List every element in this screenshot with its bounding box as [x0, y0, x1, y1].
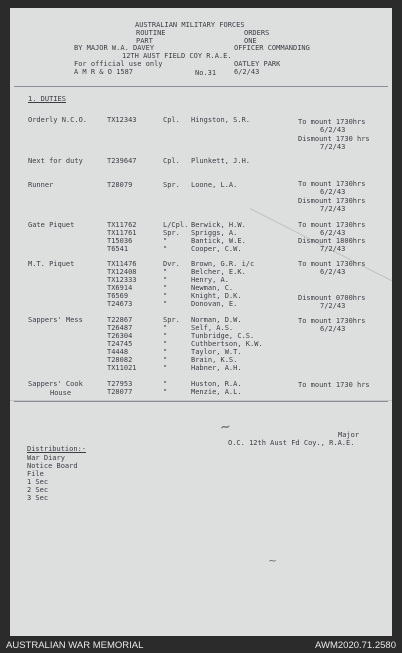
duty-remark: Dismount 1730 hrs	[298, 135, 370, 143]
rank: "	[163, 237, 168, 245]
duty-remark: 7/2/43	[320, 205, 346, 213]
member-name: Plunkett, J.H.	[191, 157, 251, 165]
distribution-item: File	[27, 470, 44, 478]
member-name: Huston, R.A.	[191, 380, 242, 388]
signature-rank: Major	[338, 431, 360, 439]
duty-label: Next for duty	[28, 157, 83, 165]
rank: "	[163, 300, 168, 308]
duty-remark: 6/2/43	[320, 229, 346, 237]
header-by-major: BY MAJOR W.A. DAVEY	[74, 44, 155, 52]
service-number: T22867	[107, 316, 133, 324]
rank: Spr.	[163, 229, 180, 237]
rank: Spr.	[163, 181, 180, 189]
member-name: Self, A.S.	[191, 324, 234, 332]
service-number: T26304	[107, 332, 133, 340]
rank: "	[163, 268, 168, 276]
duty-remark: 6/2/43	[320, 325, 346, 333]
caption-right: AWM2020.71.2580	[315, 640, 396, 651]
rank: "	[163, 245, 168, 253]
header-one: ONE	[244, 37, 257, 45]
rank: Cpl.	[163, 157, 180, 165]
header-officer: OFFICER COMMANDING	[234, 44, 310, 52]
rank: "	[163, 292, 168, 300]
header-official: For official use only	[74, 60, 163, 68]
rank: Spr.	[163, 316, 180, 324]
rank: "	[163, 324, 168, 332]
member-name: Brown, G.R. i/c	[191, 260, 255, 268]
duty-remark: 7/2/43	[320, 302, 346, 310]
member-name: Cuthbertson, K.W.	[191, 340, 263, 348]
header-park: OATLEY PARK	[234, 60, 281, 68]
member-name: Knight, D.K.	[191, 292, 242, 300]
service-number: TX11762	[107, 221, 137, 229]
member-name: Belcher, E.K.	[191, 268, 246, 276]
header-routine: ROUTINE	[136, 29, 166, 37]
member-name: Loone, L.A.	[191, 181, 238, 189]
duty-remark: To mount 1730hrs	[298, 221, 366, 229]
service-number: TX12343	[107, 116, 137, 124]
member-name: Newman, C.	[191, 284, 234, 292]
signature-line: O.C. 12th Aust Fd Coy., R.A.E.	[228, 439, 355, 447]
header-org: AUSTRALIAN MILITARY FORCES	[135, 21, 245, 29]
rank: "	[163, 364, 168, 372]
rank: "	[163, 388, 168, 396]
duty-remark: 7/2/43	[320, 143, 346, 151]
service-number: TX11761	[107, 229, 137, 237]
rank: L/Cpl.	[163, 221, 189, 229]
duty-remark: To mount 1730hrs	[298, 260, 366, 268]
rank: "	[163, 356, 168, 364]
distribution-title: Distribution:-	[27, 445, 87, 453]
service-number: T27953	[107, 380, 133, 388]
service-number: TX11021	[107, 364, 137, 372]
member-name: Henry, A.	[191, 276, 229, 284]
header-order-number: No.31	[195, 69, 217, 77]
service-number: T28079	[107, 181, 133, 189]
service-number: T24745	[107, 340, 133, 348]
faint-signature: ~	[268, 554, 278, 567]
header-amr: A M R & O 1587	[74, 68, 134, 76]
member-name: Brain, K.S.	[191, 356, 238, 364]
member-name: Spriggs, A.	[191, 229, 238, 237]
rank: "	[163, 340, 168, 348]
header-unit: 12TH AUST FIELD COY R.A.E.	[122, 52, 232, 60]
duty-label: Runner	[28, 181, 54, 189]
service-number: T6569	[107, 292, 129, 300]
member-name: Menzie, A.L.	[191, 388, 242, 396]
distribution-item: 2 Sec	[27, 486, 49, 494]
service-number: T26487	[107, 324, 133, 332]
footer-rule	[14, 401, 388, 402]
distribution-item: War Diary	[27, 454, 65, 462]
duty-remark: 6/2/43	[320, 268, 346, 276]
duty-remark: To mount 1730hrs	[298, 317, 366, 325]
distribution-item: Notice Board	[27, 462, 78, 470]
service-number: TX12333	[107, 276, 137, 284]
rank: Dvr.	[163, 260, 180, 268]
duty-label: Gate Piquet	[28, 221, 75, 229]
duty-label: Sappers' Cook	[28, 380, 83, 388]
distribution-item: 1 Sec	[27, 478, 49, 486]
rank: Cpl.	[163, 116, 180, 124]
duty-remark: Dismount 0700hrs	[298, 294, 366, 302]
member-name: Taylor, W.T.	[191, 348, 242, 356]
cook-house-label: House	[50, 389, 72, 397]
duty-label: Sappers' Mess	[28, 316, 83, 324]
member-name: Berwick, H.W.	[191, 221, 246, 229]
member-name: Hingston, S.R.	[191, 116, 251, 124]
service-number: TX12408	[107, 268, 137, 276]
duty-remark: To mount 1730 hrs	[298, 381, 370, 389]
duty-remark: Dismount 1800hrs	[298, 237, 366, 245]
member-name: Habner, A.H.	[191, 364, 242, 372]
rank: "	[163, 380, 168, 388]
caption-left: AUSTRALIAN WAR MEMORIAL	[6, 640, 144, 651]
document-sheet	[10, 8, 392, 636]
caption-bar	[0, 636, 402, 653]
service-number: T24673	[107, 300, 133, 308]
member-name: Bantick, W.E.	[191, 237, 246, 245]
member-name: Cooper, C.W.	[191, 245, 242, 253]
duty-label: Orderly N.C.O.	[28, 116, 88, 124]
duty-remark: To mount 1730hrs	[298, 180, 366, 188]
duty-remark: To mount 1730hrs	[298, 118, 366, 126]
distribution-item: 3 Sec	[27, 494, 49, 502]
member-name: Donovan, E.	[191, 300, 238, 308]
service-number: T15036	[107, 237, 133, 245]
header-orders: ORDERS	[244, 29, 270, 37]
service-number: T4448	[107, 348, 129, 356]
rank: "	[163, 284, 168, 292]
member-name: Norman, D.W.	[191, 316, 242, 324]
service-number: TX6914	[107, 284, 133, 292]
duty-remark: 7/2/43	[320, 245, 346, 253]
service-number: T28082	[107, 356, 133, 364]
duty-remark: 6/2/43	[320, 126, 346, 134]
duty-remark: Dismount 1730hrs	[298, 197, 366, 205]
handwritten-signature: ~	[219, 419, 232, 436]
service-number: T6541	[107, 245, 129, 253]
section-title: 1. DUTIES	[28, 95, 66, 103]
service-number: TX11476	[107, 260, 137, 268]
duty-label: M.T. Piquet	[28, 260, 75, 268]
service-number: T28077	[107, 388, 133, 396]
header-part: PART	[136, 37, 153, 45]
header-date: 6/2/43	[234, 68, 260, 76]
duty-remark: 6/2/43	[320, 188, 346, 196]
header-rule	[14, 86, 388, 87]
rank: "	[163, 276, 168, 284]
service-number: T239647	[107, 157, 137, 165]
rank: "	[163, 348, 168, 356]
rank: "	[163, 332, 168, 340]
member-name: Tunbridge, C.S.	[191, 332, 255, 340]
